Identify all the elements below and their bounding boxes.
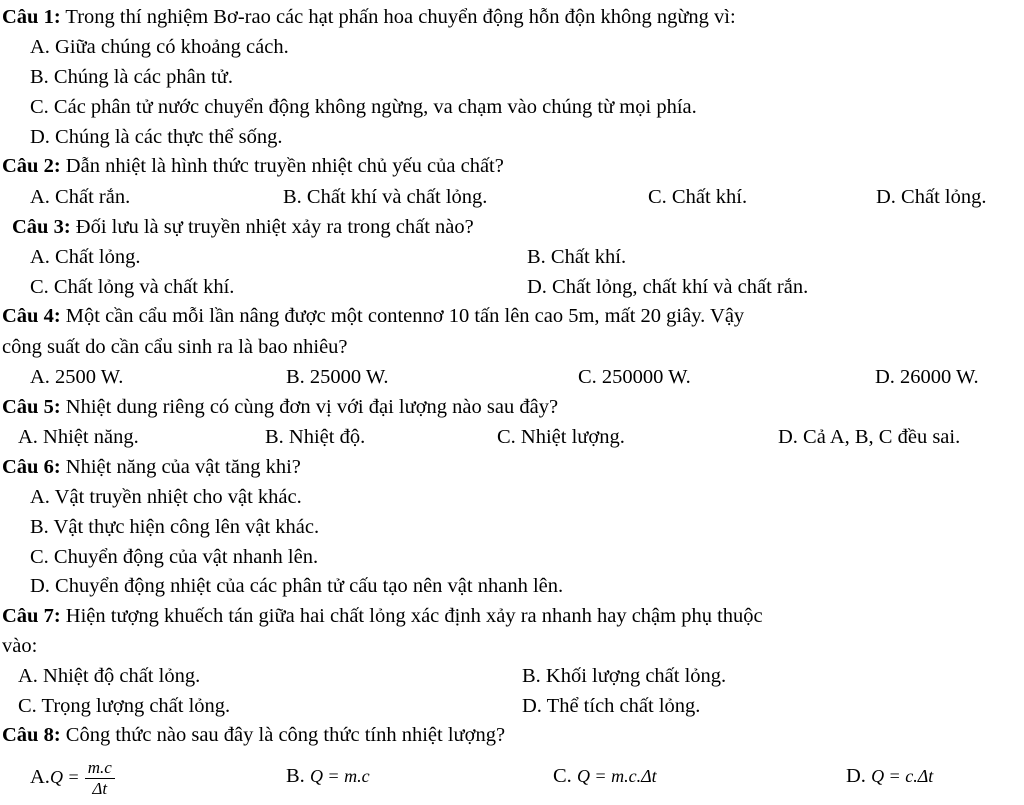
q5-option-b: B. Nhiệt độ.	[265, 426, 366, 448]
question-1	[2, 4, 736, 30]
q8-option-b	[286, 763, 370, 789]
q4-option-b: B. 25000 W.	[286, 366, 389, 388]
question-6-text: Nhiệt năng của vật tăng khi?	[60, 456, 301, 478]
q6-option-a: A. Vật truyền nhiệt cho vật khác.	[30, 486, 302, 508]
q8-option-a-fraction	[85, 758, 115, 799]
question-5-text: Nhiệt dung riêng có cùng đơn vị với đại lượng nào sau đây?	[60, 396, 559, 418]
q5-option-c: C. Nhiệt lượng.	[497, 426, 625, 448]
question-8	[2, 722, 505, 748]
q6-option-c: C. Chuyển động của vật nhanh lên.	[30, 546, 319, 568]
question-3	[12, 214, 474, 240]
question-7	[2, 603, 763, 629]
q6-option-b: B. Vật thực hiện công lên vật khác.	[30, 516, 320, 538]
question-1-label: Câu 1:	[2, 6, 61, 28]
q4-option-c: C. 250000 W.	[578, 366, 691, 388]
question-4-text-cont: công suất do cần cẩu sinh ra là bao nhiêu?	[2, 336, 348, 358]
question-2-label: Câu 2:	[2, 155, 61, 177]
question-3-text: Đối lưu là sự truyền nhiệt xảy ra trong chất nào?	[70, 216, 474, 238]
q1-option-a: A. Giữa chúng có khoảng cách.	[30, 36, 289, 58]
q8-option-a-lhs: Q =	[49, 767, 80, 787]
q1-option-c: C. Các phân tử nước chuyển động không ngừng, va chạm vào chúng từ mọi phía.	[30, 96, 697, 118]
question-2	[2, 153, 504, 179]
q7-option-c: C. Trọng lượng chất lỏng.	[18, 695, 231, 717]
q7-option-a: A. Nhiệt độ chất lỏng.	[18, 665, 201, 687]
question-7-label: Câu 7:	[2, 605, 61, 627]
q8-option-a-numerator: m.c	[85, 758, 115, 779]
question-4	[2, 303, 744, 329]
q6-option-d: D. Chuyển động nhiệt của các phân tử cấu tạo nên vật nhanh lên.	[30, 575, 564, 597]
q8-option-a-denominator: Δt	[92, 778, 108, 798]
question-7-text: Hiện tượng khuếch tán giữa hai chất lỏng xác định xảy ra nhanh hay chậm phụ thuộc	[60, 605, 763, 627]
q2-option-a: A. Chất rắn.	[30, 186, 131, 208]
q1-option-d: D. Chúng là các thực thể sống.	[30, 126, 283, 148]
q8-option-b-letter: B.	[286, 765, 305, 787]
q7-option-d: D. Thể tích chất lỏng.	[522, 695, 701, 717]
q8-option-d-letter: D.	[846, 765, 866, 787]
question-3-label: Câu 3:	[12, 216, 71, 238]
q8-option-a	[30, 754, 115, 800]
q7-option-b: B. Khối lượng chất lỏng.	[522, 665, 727, 687]
q5-option-d: D. Cả A, B, C đều sai.	[778, 426, 961, 448]
q3-option-d: D. Chất lỏng, chất khí và chất rắn.	[527, 276, 809, 298]
question-7-text-cont: vào:	[2, 635, 38, 657]
q8-option-c	[553, 763, 657, 789]
q2-option-b: B. Chất khí và chất lỏng.	[283, 186, 488, 208]
q8-option-d	[846, 763, 933, 789]
q2-option-d: D. Chất lỏng.	[876, 186, 987, 208]
q8-option-c-formula: Q = m.c.Δt	[576, 766, 657, 786]
question-8-label: Câu 8:	[2, 724, 61, 746]
q3-option-c: C. Chất lỏng và chất khí.	[30, 276, 235, 298]
q8-option-a-letter: A.	[30, 766, 50, 788]
q1-option-b: B. Chúng là các phân tử.	[30, 66, 233, 88]
q3-option-b: B. Chất khí.	[527, 246, 627, 268]
q2-option-c: C. Chất khí.	[648, 186, 748, 208]
question-1-text: Trong thí nghiệm Bơ-rao các hạt phấn hoa chuyển động hỗn độn không ngừng vì:	[60, 6, 736, 28]
question-8-text: Công thức nào sau đây là công thức tính nhiệt lượng?	[60, 724, 506, 746]
q8-option-c-letter: C.	[553, 765, 572, 787]
question-4-text: Một cần cẩu mỗi lần nâng được một contennơ 10 tấn lên cao 5m, mất 20 giây. Vậy	[60, 305, 745, 327]
question-2-text: Dẫn nhiệt là hình thức truyền nhiệt chủ yếu của chất?	[60, 155, 504, 177]
q8-option-d-formula: Q = c.Δt	[871, 766, 934, 786]
q8-option-b-formula: Q = m.c	[309, 766, 370, 786]
question-6	[2, 454, 301, 480]
question-6-label: Câu 6:	[2, 456, 61, 478]
q5-option-a: A. Nhiệt năng.	[18, 426, 139, 448]
question-5-label: Câu 5:	[2, 396, 61, 418]
q4-option-d: D. 26000 W.	[875, 366, 979, 388]
q3-option-a: A. Chất lỏng.	[30, 246, 141, 268]
question-5	[2, 394, 558, 420]
question-4-label: Câu 4:	[2, 305, 61, 327]
q4-option-a: A. 2500 W.	[30, 366, 124, 388]
